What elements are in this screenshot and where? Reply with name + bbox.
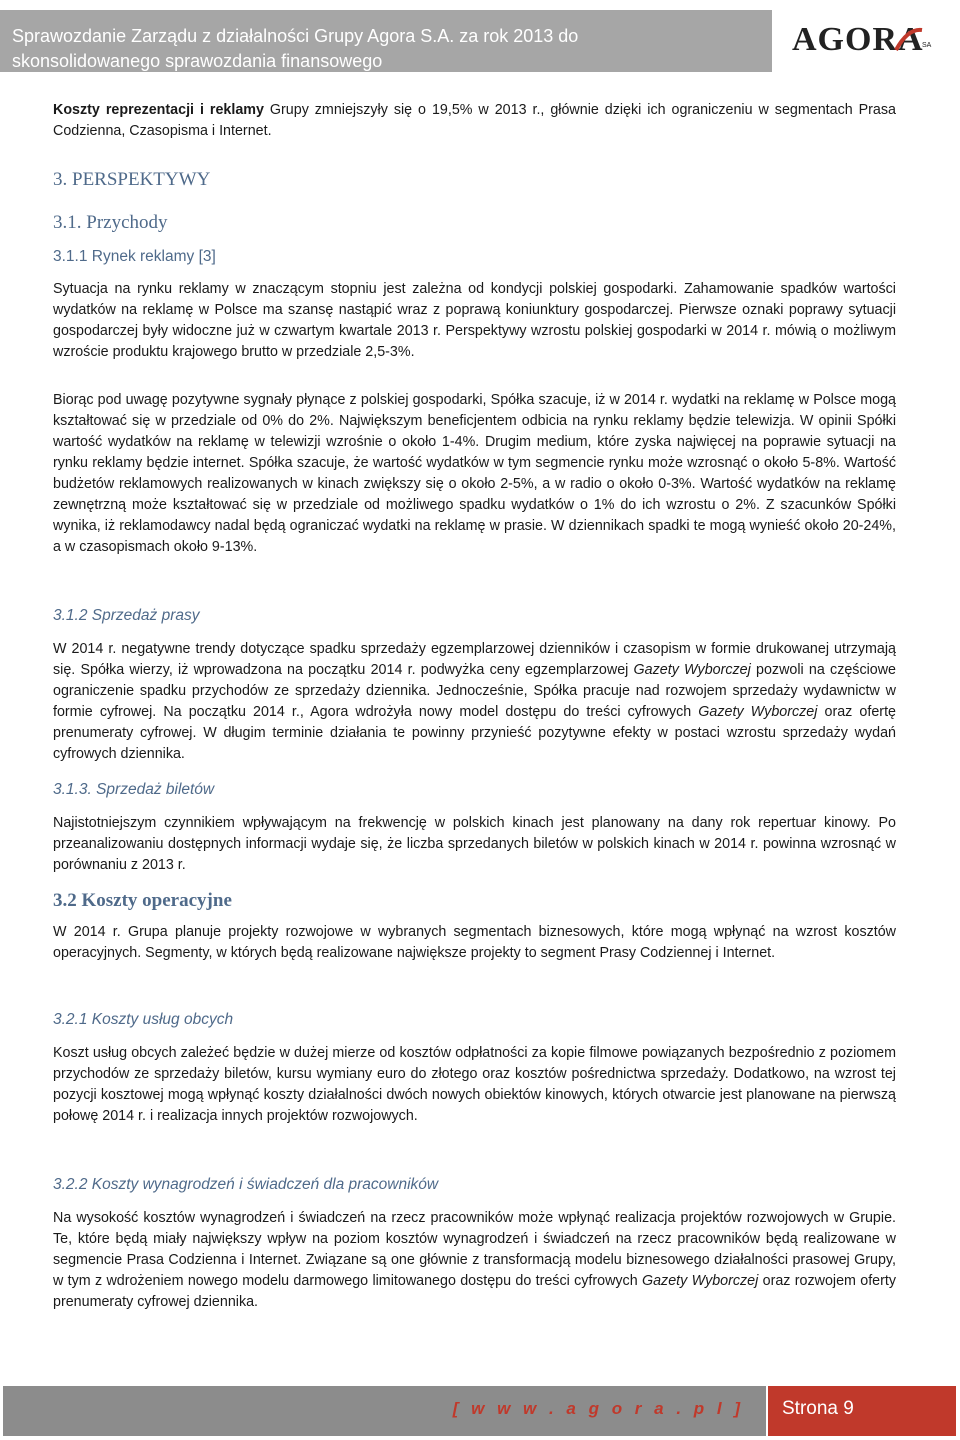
page-number: Strona 9: [782, 1398, 854, 1419]
footer-page-box: [768, 1386, 956, 1436]
gazeta-wyborcza-title: Gazety Wyborczej: [641, 1273, 759, 1289]
paragraph-sprzedaz-biletow: [53, 813, 896, 876]
paragraph-text: pozwoli na częściowe ograniczenie spadku przychodów ze sprzedaży dziennika. Jednocześnie, Spółka pracuje nad rozwojem sprzedaży wydawnictw w formie cyfrowej. Na początku 2014 r., Agora wdrożyła nowy model dostępu do treści cyfrowych: [53, 662, 896, 720]
subheading-koszty-uslug-obcych: 3.2.1 Koszty usług obcych: [53, 1011, 234, 1028]
paragraph-text: Sytuacja na rynku reklamy w znaczącym stopniu jest zależna od kondycji polskiej gospodarki. Zahamowanie spadków wartości wydatków na reklamę w Polsce ma szansę nastąpić wraz z poprawą koniunktury gospodarczej. Pierwsze oznaki poprawy sytuacji gospodarczej były widoczne już w czwartym kwartale 2013 r. Perspektywy wzrostu polskiej gospodarki w 2014 r. mówią o możliwym wzroście produktu krajowego brutto w przedziale 2,5-3%.: [53, 281, 896, 360]
intro-bold-lead: Koszty reprezentacji i reklamy: [53, 102, 264, 118]
logo-suffix: SA: [922, 42, 932, 49]
header-bar: [0, 10, 772, 72]
section-heading-perspektywy: 3. PERSPEKTYWY: [53, 169, 211, 190]
intro-text: Grupy zmniejszyły się o 19,5% w 2013 r., głównie dzięki ich ograniczeniu w: [263, 102, 769, 118]
subheading-koszty-wynagrodzen: 3.2.2 Koszty wynagrodzeń i świadczeń dla pracowników: [53, 1176, 439, 1193]
footer-website-link[interactable]: [ w w w . a g o r a . p l ]: [452, 1399, 744, 1418]
report-title-line2: skonsolidowanego sprawozdania finansowego: [12, 51, 383, 71]
footer-url-box: [3, 1386, 766, 1436]
paragraph-text: Na wysokość kosztów wynagrodzeń i świadczeń na rzecz pracowników może wpłynąć realizacja projektów rozwojowych w Grupie. Te, które będą miały największy wpływ na poziom kosztów wynagrodzeń i świadczeń na rzecz pracowników będą realizowane w segmencie Prasa Codzienna i Internet. Związane są one głównie z transformacją modelu biznesowego działalności prasowej Grupy, w tym z wdrożeniem nowego modelu darmowego limitowanego dostępu do treści cyfrowych: [53, 1210, 896, 1289]
logo-swoosh-icon: [894, 26, 924, 52]
paragraph-text: W 2014 r. Grupa planuje projekty rozwojowe w wybranych segmentach biznesowych, które mogą wpłynąć na wzrost kosztów operacyjnych. Segmenty, w których będą realizowane największe projekty to segment Prasy Codziennej i Internet.: [53, 924, 896, 961]
paragraph-text: Biorąc pod uwagę pozytywne sygnały płynące z polskiej gospodarki, Spółka szacuje, iż w 2014 r. wydatki na reklamę w Polsce mogą kształtować się w przedziale od 0% do 2%. Największym beneficjentem odbicia na rynku reklamy będzie telewizja. W opinii Spółki wartość wydatków na reklamę w telewizji wzrośnie o około 1-4%. Drugim medium, które zyska najwięcej na poprawie sytuacji na rynku reklamy będzie internet. Spółka szacuje, że wartość wydatków w tym segmencie rynku może wzrosnąć o około 5-8%. Wartość budżetów reklamowych realizowanych w kinach zwiększy się o około 2-5%, a w radio o około 0-3%. Wartość wydatków na reklamę zewnętrzną może kształtować się w przedziale od możliwego spadku wydatków o 1% do ich wzrostu o 2%. Z szacunków Spółki wynika, iż reklamodawcy nadal będą ograniczać wydatki na reklamę w prasie. W dziennikach spadki te mogą wynieść około 20-24%, a w czasopismach około 9-13%.: [53, 392, 896, 555]
subheading-przychody: 3.1. Przychody: [53, 212, 168, 233]
gazeta-wyborcza-title: Gazety Wyborczej: [698, 704, 818, 720]
paragraph-text: Koszt usług obcych zależeć będzie w dużej mierze od kosztów odpłatności za kopie filmowe powiązanych bezpośrednio z poziomem przychodów ze sprzedaży biletów, kursu wymiany euro do złotego oraz kosztów pośrednictwa sprzedaży. Dodatkowo, na wzrost tej pozycji kosztowej mogą wpłynąć koszty działalności dwóch nowych obiektów kinowych, których otwarcie jest planowane na pierwszą połowę 2014 r. i realizacja innych projektów rozwojowych.: [53, 1045, 896, 1124]
paragraph-rynek-reklamy: [53, 279, 896, 363]
subheading-sprzedaz-prasy: 3.1.2 Sprzedaż prasy: [53, 607, 200, 624]
logo-text: AGORA: [792, 21, 924, 58]
gazeta-wyborcza-title: Gazety Wyborczej: [633, 662, 751, 678]
subheading-sprzedaz-biletow: 3.1.3. Sprzedaż biletów: [53, 781, 215, 798]
report-title-line1: Sprawozdanie Zarządu z działalności Grupy Agora S.A. za rok 2013 do: [12, 26, 579, 46]
paragraph-text: Najistotniejszym czynnikiem wpływającym na frekwencję w polskich kinach jest planowany na dany rok repertuar kinowy. Po przeanalizowaniu dostępnych informacji wydaje się, że liczba sprzedanych biletów w polskich kinach w 2014 r. powinna wzrosnąć w porównaniu z 2013 r.: [53, 815, 896, 873]
paragraph-text: W 2014 r. negatywne trendy dotyczące spadku sprzedaży egzemplarzowej dzienników i czasopism w formie drukowanej utrzymają się. Spółka wierzy, iż wprowadzona na początku 2014 r. podwyżka ceny egzemplarzowej: [53, 641, 896, 678]
paragraph-text: oraz ofertę prenumeraty cyfrowej. W długim terminie działania te powinny przynieść pozytywne efekty w postaci wzrostu sprzedaży wydań cyfrowych dziennika.: [53, 704, 896, 762]
page-header: [0, 0, 960, 74]
page-footer: [0, 1386, 960, 1438]
subheading-rynek-reklamy: 3.1.1 Rynek reklamy [3]: [53, 248, 216, 265]
paragraph-koszty-wynagrodzen: [53, 1208, 896, 1313]
report-title: [12, 24, 752, 74]
agora-logo: [792, 20, 942, 60]
paragraph-koszty-operacyjne: [53, 922, 896, 964]
intro-text-line2: segmentach Prasa Codzienna, Czasopisma i Internet.: [53, 102, 896, 139]
paragraph-text: oraz rozwojem oferty prenumeraty cyfrowej dziennika.: [53, 1273, 896, 1310]
paragraph-koszty-uslug-obcych: [53, 1043, 896, 1127]
paragraph-sprzedaz-prasy: [53, 639, 896, 765]
section-heading-koszty-operacyjne: 3.2 Koszty operacyjne: [53, 890, 232, 911]
paragraph-wydatki-reklama: [53, 390, 896, 558]
intro-paragraph: [53, 100, 896, 142]
